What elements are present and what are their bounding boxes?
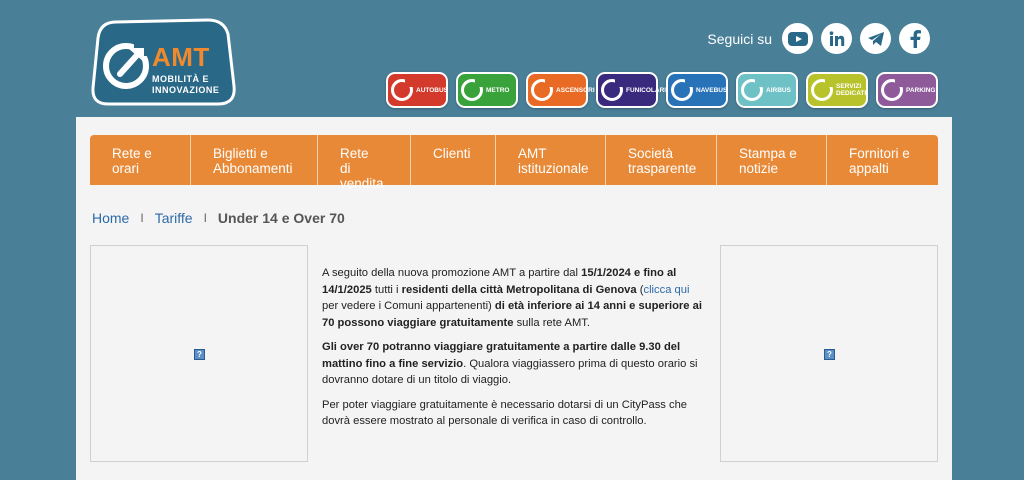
- nav-item-amt-istituzionale[interactable]: AMT istituzionale: [496, 135, 606, 185]
- badge-label: NAVEBUS: [696, 86, 728, 94]
- badge-servizi-dedicati[interactable]: [806, 72, 868, 108]
- amt-badge-icon: [881, 79, 903, 101]
- breadcrumb-separator: I: [203, 211, 207, 225]
- amt-badge-icon: [601, 79, 623, 101]
- broken-image-icon: ?: [194, 349, 205, 360]
- breadcrumb-separator: I: [140, 211, 144, 225]
- amt-badge-icon: [811, 79, 833, 101]
- amt-badge-icon: [391, 79, 413, 101]
- breadcrumb-current: Under 14 e Over 70: [217, 210, 345, 226]
- nav-item-clienti[interactable]: Clienti: [411, 135, 496, 185]
- breadcrumb-home[interactable]: Home: [92, 210, 130, 226]
- badge-label: FUNICOLARI: [626, 86, 667, 94]
- article-body: [322, 265, 702, 438]
- badge-label: METRO: [486, 86, 510, 94]
- amt-badge-icon: [671, 79, 693, 101]
- left-image-box: [90, 245, 308, 462]
- badge-label: SERVIZI DEDICATI: [836, 83, 867, 97]
- telegram-icon[interactable]: [860, 23, 891, 54]
- linkedin-icon[interactable]: [821, 23, 852, 54]
- badge-label: ASCENSORI: [556, 86, 595, 94]
- amt-logo[interactable]: [90, 18, 236, 106]
- logo-title: AMT: [152, 42, 210, 72]
- badge-parking[interactable]: [876, 72, 938, 108]
- nav-item-stampa-notizie[interactable]: Stampa e notizie: [717, 135, 827, 185]
- nav-item-fornitori-appalti[interactable]: Fornitori e appalti: [849, 146, 910, 176]
- facebook-icon[interactable]: [899, 23, 930, 54]
- badge-funicolari[interactable]: [596, 72, 667, 108]
- social-label: Seguici su: [707, 30, 772, 47]
- badge-label: PARKING: [906, 86, 936, 94]
- content-panel: [76, 117, 952, 480]
- paragraph-over-70: Gli over 70 potranno viaggiare gratuitamente a partire dalle 9.30 del mattino fino a fine servizio. Qualora viaggiassero prima di questo orario si dovranno dotare di un titolo di viaggio.: [322, 341, 698, 386]
- badge-label: AUTOBUS: [416, 86, 449, 94]
- transport-badges: [386, 72, 938, 108]
- badge-navebus[interactable]: [666, 72, 728, 108]
- paragraph-promotion: A seguito della nuova promozione AMT a partire dal 15/1/2024 e fino al 14/1/2025 tutti i residenti della città Metropolitana di Genova (clicca qui per vedere i Comuni appartenenti) di età inferiore ai 14 anni e superiore ai 70 possono viaggiare gratuitamente sulla rete AMT.: [322, 267, 702, 329]
- amt-badge-icon: [461, 79, 483, 101]
- paragraph-citypass: Per poter viaggiare gratuitamente è necessario dotarsi di un CityPass che dovrà essere mostrato al personale di verifica in caso di controllo.: [322, 398, 688, 427]
- broken-image-icon: ?: [824, 349, 835, 360]
- nav-item-rete-orari[interactable]: Rete e orari: [90, 135, 191, 185]
- badge-metro[interactable]: [456, 72, 518, 108]
- badge-ascensori[interactable]: [526, 72, 595, 108]
- badge-autobus[interactable]: [386, 72, 448, 108]
- amt-badge-icon: [531, 79, 553, 101]
- comuni-link[interactable]: clicca qui: [643, 283, 690, 296]
- nav-item-biglietti[interactable]: Biglietti e Abbonamenti: [191, 135, 318, 185]
- logo-subtitle: MOBILITÀ E INNOVAZIONE: [152, 74, 220, 95]
- nav-item-rete-vendita[interactable]: Rete di vendita: [318, 135, 411, 185]
- nav-item-societa-trasparente[interactable]: Società trasparente: [606, 135, 717, 185]
- main-nav: [90, 135, 938, 191]
- right-image-box: [720, 245, 938, 462]
- badge-airbus[interactable]: [736, 72, 798, 108]
- social-links: [707, 23, 930, 54]
- youtube-icon[interactable]: [782, 23, 813, 54]
- breadcrumb: [92, 210, 345, 226]
- breadcrumb-tariffe[interactable]: Tariffe: [154, 210, 193, 226]
- amt-badge-icon: [741, 79, 763, 101]
- badge-label: AIRBUS: [766, 86, 791, 94]
